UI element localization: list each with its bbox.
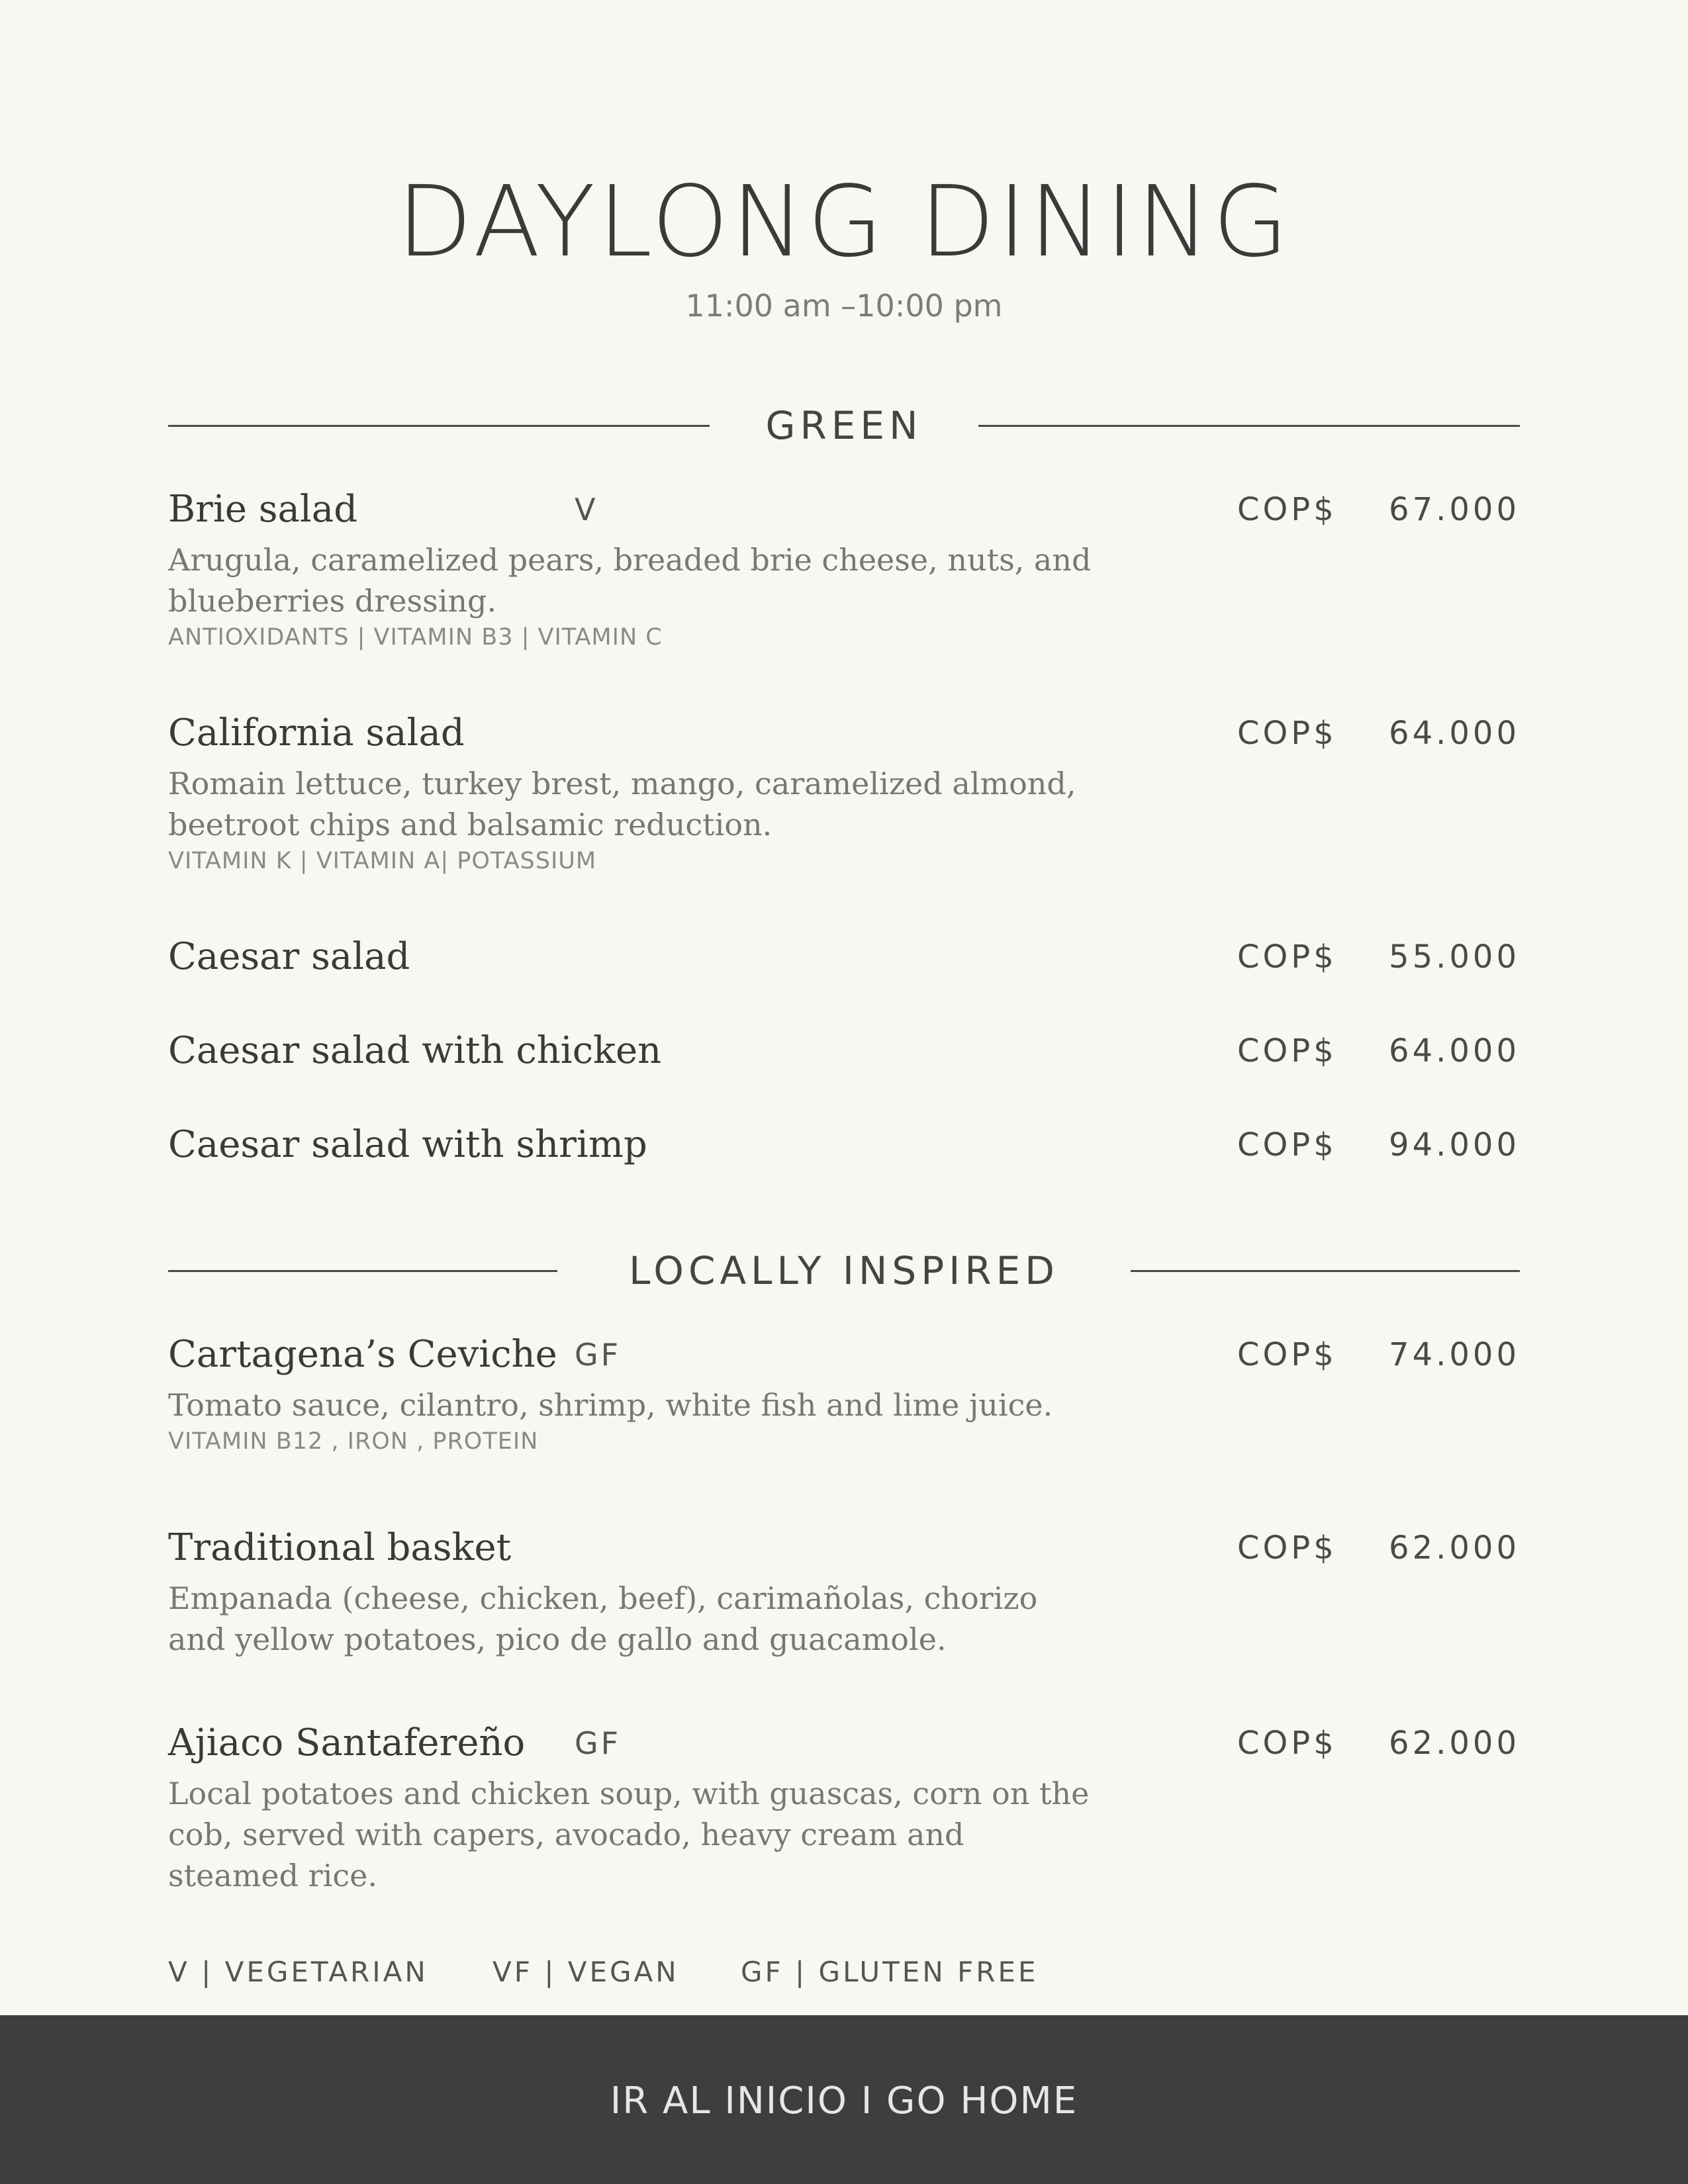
legend-gluten-free: GF | GLUTEN FREE bbox=[741, 1956, 1039, 1988]
item-currency: COP$ bbox=[1237, 1126, 1337, 1163]
section-header-locally-inspired bbox=[168, 1244, 1520, 1297]
diet-tag: GF bbox=[575, 1725, 622, 1761]
item-currency: COP$ bbox=[1237, 715, 1337, 752]
item-nutrients: VITAMIN B12 , IRON , PROTEIN bbox=[168, 1428, 539, 1455]
item-name: Caesar salad bbox=[168, 935, 410, 978]
item-price: 62.000 bbox=[1389, 1529, 1520, 1567]
item-name: Ajiaco Santafereño bbox=[168, 1721, 526, 1764]
item-description: Tomato sauce, cilantro, shrimp, white fish and lime juice. bbox=[168, 1387, 1053, 1423]
item-currency: COP$ bbox=[1237, 1032, 1337, 1069]
item-description: Romain lettuce, turkey brest, mango, caramelized almond, beetroot chips and balsamic reduction. bbox=[168, 766, 1076, 842]
item-currency: COP$ bbox=[1237, 1336, 1337, 1373]
item-price: 94.000 bbox=[1389, 1126, 1520, 1163]
go-home-link[interactable]: IR AL INICIO I GO HOME bbox=[610, 2079, 1078, 2122]
item-price: 62.000 bbox=[1389, 1725, 1520, 1762]
item-name: Cartagena’s Ceviche bbox=[168, 1333, 557, 1376]
item-name: Caesar salad with chicken bbox=[168, 1029, 662, 1072]
item-price: 74.000 bbox=[1389, 1336, 1520, 1373]
item-currency: COP$ bbox=[1237, 1529, 1337, 1567]
opening-hours: 11:00 am –10:00 pm bbox=[685, 288, 1003, 324]
section-title: LOCALLY INSPIRED bbox=[629, 1248, 1059, 1293]
item-price: 64.000 bbox=[1389, 715, 1520, 752]
page-title: DAYLONG DINING bbox=[397, 165, 1291, 279]
item-nutrients: ANTIOXIDANTS | VITAMIN B3 | VITAMIN C bbox=[168, 624, 663, 651]
item-description: Empanada (cheese, chicken, beef), carimañolas, chorizo and yellow potatoes, pico de gallo and guacamole. bbox=[168, 1580, 1038, 1657]
item-currency: COP$ bbox=[1237, 1725, 1337, 1762]
item-currency: COP$ bbox=[1237, 491, 1337, 528]
item-name: Brie salad bbox=[168, 488, 358, 531]
item-name: Caesar salad with shrimp bbox=[168, 1123, 647, 1166]
item-description: Arugula, caramelized pears, breaded brie cheese, nuts, and blueberries dressing. bbox=[168, 542, 1092, 619]
item-name: Traditional basket bbox=[168, 1526, 512, 1569]
section-title: GREEN bbox=[765, 403, 923, 448]
item-nutrients: VITAMIN K | VITAMIN A| POTASSIUM bbox=[168, 848, 597, 874]
item-currency: COP$ bbox=[1237, 938, 1337, 976]
item-price: 67.000 bbox=[1389, 491, 1520, 528]
legend-vegan: VF | VEGAN bbox=[492, 1956, 679, 1988]
item-description: Local potatoes and chicken soup, with guascas, corn on the cob, served with capers, avocado, heavy cream and steamed rice. bbox=[168, 1776, 1090, 1893]
footer-bar bbox=[0, 2015, 1688, 2184]
item-name: California salad bbox=[168, 711, 465, 754]
diet-tag: GF bbox=[575, 1337, 622, 1373]
legend-vegetarian: V | VEGETARIAN bbox=[168, 1956, 428, 1988]
item-price: 55.000 bbox=[1389, 938, 1520, 976]
item-price: 64.000 bbox=[1389, 1032, 1520, 1069]
diet-tag: V bbox=[575, 492, 598, 527]
section-header-green bbox=[168, 399, 1520, 452]
